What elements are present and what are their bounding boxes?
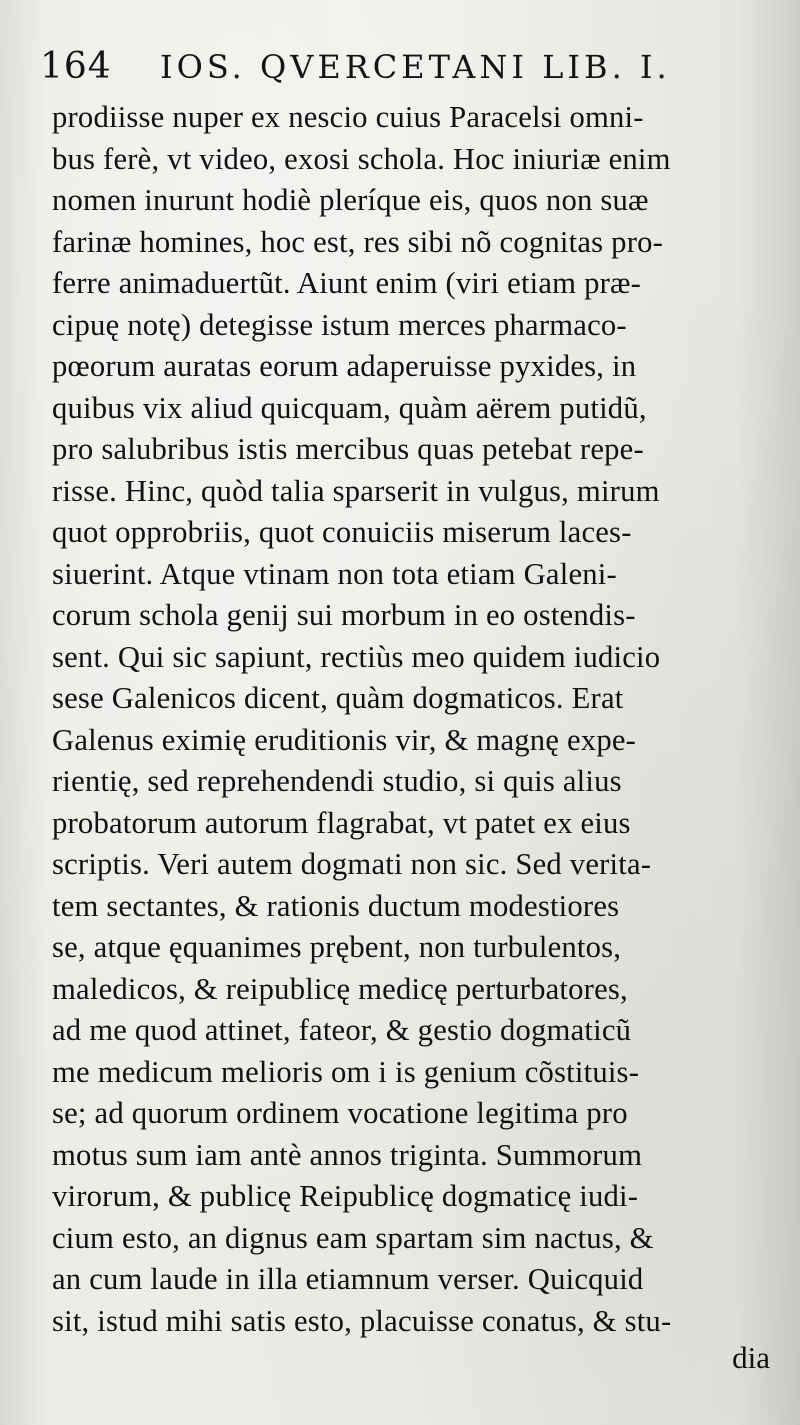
text-line: cium esto, an dignus eam spartam sim nactus, & [52,1219,654,1255]
text-line: pro salubribus istis mercibus quas petebat repe- [52,431,644,466]
text-line: bus ferè, vt video, exosi schola. Hoc iniuriæ enim [52,140,671,176]
catchword-row [0,1340,800,1390]
catchword: dia [732,1340,770,1375]
text-line: corum schola genij sui morbum in eo ostendis- [52,597,636,632]
text-line: cipuę notę) detegisse istum merces pharmaco- [52,306,627,342]
body-text [52,96,772,1341]
text-line: siuerint. Atque vtinam non tota etiam Galeni- [52,555,617,591]
text-line: virorum, & publicę Reipublicę dogmaticę iudi- [52,1178,639,1213]
text-line: me medicum melioris om i is genium cõstituis- [52,1053,640,1089]
text-line: farinæ homines, hoc est, res sibi nõ cognitas pro- [52,223,664,259]
text-line: se; ad quorum ordinem vocatione legitima pro [52,1095,628,1130]
text-line: prodiisse nuper ex nescio cuius Paracelsi omni- [52,99,644,134]
text-line: scriptis. Veri autem dogmati non sic. Sed verita- [52,846,652,881]
page-header [40,36,760,96]
text-line: pœorum auratas eorum adaperuisse pyxides, in [52,348,637,383]
text-line: quibus vix aliud quicquam, quàm aërem putidũ, [52,389,647,425]
text-line: sese Galenicos dicent, quàm dogmaticos. Erat [52,680,624,715]
text-line: quot opprobriis, quot conuiciis miserum laces- [52,514,632,549]
text-line: an cum laude in illa etiamnum verser. Quicquid [52,1261,644,1296]
text-line: maledicos, & reipublicę medicę perturbatores, [52,970,628,1006]
text-line: probatorum autorum flagrabat, vt patet ex eius [52,804,631,840]
text-line: Galenus eximię eruditionis vir, & magnę expe- [52,721,637,757]
page-number: 164 [40,46,112,87]
text-line: sit, istud mihi satis esto, placuisse conatus, & stu- [52,1302,672,1338]
text-line: ferre animaduertũt. Aiunt enim (viri etiam præ- [52,265,642,300]
text-line: rientię, sed reprehendendi studio, si quis alius [52,763,622,798]
text-line: tem sectantes, & rationis ductum modestiores [52,887,620,923]
text-line: ad me quod attinet, fateor, & gestio dogmaticũ [52,1012,632,1047]
text-line: motus sum iam antè annos triginta. Summorum [52,1136,643,1172]
text-line: nomen inurunt hodiè pleríque eis, quos non suæ [52,182,649,217]
text-line: sent. Qui sic sapiunt, rectiùs meo quidem iudicio [52,638,661,674]
text-line: risse. Hinc, quòd talia sparserit in vulgus, mirum [52,472,660,508]
text-line: se, atque ęquanimes prębent, non turbulentos, [52,929,622,964]
running-head: IOS. QVERCETANI LIB. I. [160,48,671,86]
